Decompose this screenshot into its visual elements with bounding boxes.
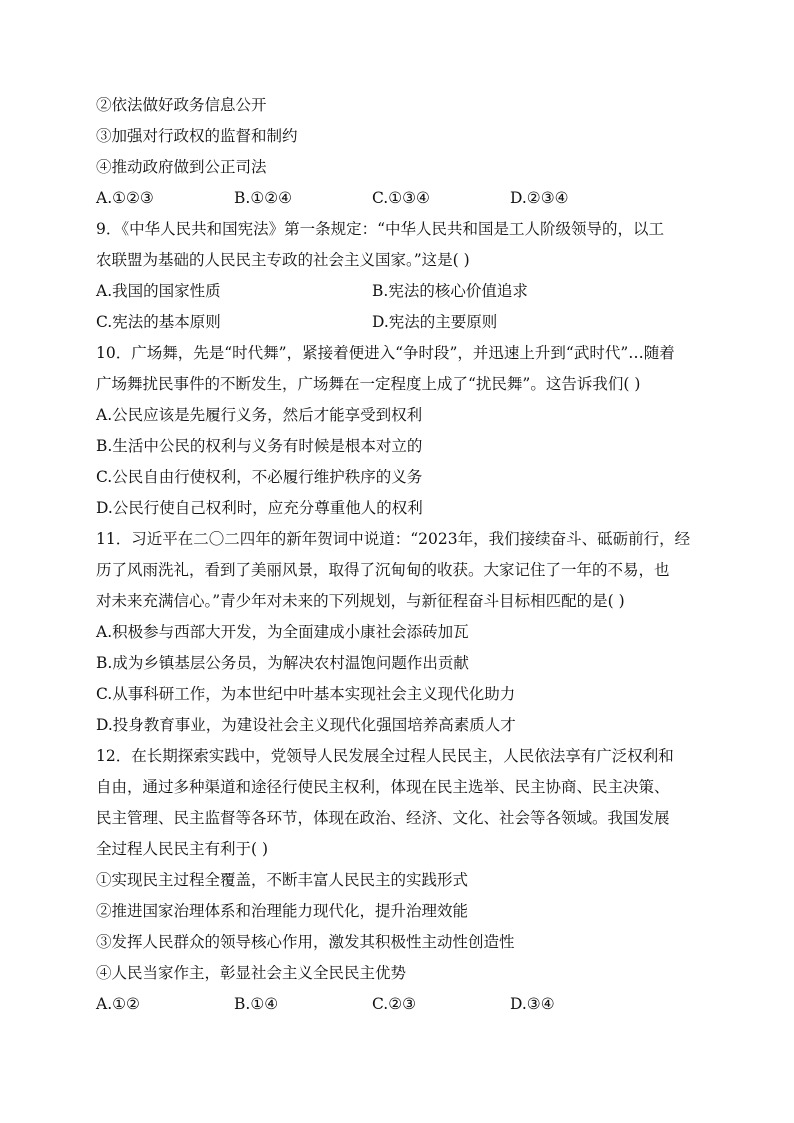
q10-option-d: D.公民行使自己权利时，应充分尊重他人的权利 xyxy=(96,499,423,517)
q10-option-c: C.公民自由行使权利，不必履行维护秩序的义务 xyxy=(96,468,423,486)
q8-item-3: ③加强对行政权的监督和制约 xyxy=(96,127,298,145)
q8-option-a: A.①②③ xyxy=(96,189,154,207)
q11-option-b: B.成为乡镇基层公务员，为解决农村温饱问题作出贡献 xyxy=(96,654,469,672)
q9-option-c: C.宪法的基本原则 xyxy=(96,313,221,331)
q8-item-4: ④推动政府做到公正司法 xyxy=(96,158,267,176)
q10-stem-line-2: 广场舞扰民事件的不断发生，广场舞在一定程度上成了“扰民舞”。这告诉我们( ) xyxy=(96,375,641,393)
q9-stem-line-1: 9．《中华人民共和国宪法》第一条规定：“中华人民共和国是工人阶级领导的，以工 xyxy=(96,220,665,238)
q12-option-a: A.①② xyxy=(96,995,140,1013)
q12-stem-line-4: 全过程人民民主有利于( ) xyxy=(96,840,269,858)
q12-item-2: ②推进国家治理体系和治理能力现代化，提升治理效能 xyxy=(96,902,469,920)
q12-item-3: ③发挥人民群众的领导核心作用，激发其积极性主动性创造性 xyxy=(96,933,515,951)
q8-option-d: D.②③④ xyxy=(510,189,569,207)
q8-option-c: C.①③④ xyxy=(372,189,430,207)
q12-stem-line-3: 民主管理、民主监督等各环节，体现在政治、经济、文化、社会等各领域。我国发展 xyxy=(96,809,670,827)
q11-option-c: C.从事科研工作，为本世纪中叶基本实现社会主义现代化助力 xyxy=(96,685,516,703)
q8-item-2: ②依法做好政务信息公开 xyxy=(96,96,267,114)
q12-stem-line-1: 12．在长期探索实践中，党领导人民发展全过程人民民主，人民依法享有广泛权利和 xyxy=(96,747,674,765)
q9-option-d: D.宪法的主要原则 xyxy=(372,313,498,331)
q10-option-b: B.生活中公民的权利与义务有时候是根本对立的 xyxy=(96,437,423,455)
q9-option-b: B.宪法的核心价值追求 xyxy=(372,282,528,300)
q12-option-d: D.③④ xyxy=(510,995,555,1013)
q12-stem-line-2: 自由，通过多种渠道和途径行使民主权利，体现在民主选举、民主协商、民主决策、 xyxy=(96,778,670,796)
q9-option-a: A.我国的国家性质 xyxy=(96,282,221,300)
q11-option-a: A.积极参与西部大开发，为全面建成小康社会添砖加瓦 xyxy=(96,623,469,641)
q12-option-c: C.②③ xyxy=(372,995,417,1013)
q9-options-row-2 xyxy=(96,307,706,338)
q9-stem-line-2: 农联盟为基础的人民民主专政的社会主义国家。”这是( ) xyxy=(96,251,470,269)
q9-options-row-1 xyxy=(96,276,706,307)
q12-item-4: ④人民当家作主，彰显社会主义全民民主优势 xyxy=(96,964,407,982)
q8-option-b: B.①②④ xyxy=(234,189,293,207)
q11-stem-line-3: 对未来充满信心。”青少年对未来的下列规划，与新征程奋斗目标相匹配的是( ) xyxy=(96,592,625,610)
q11-stem-line-1: 11．习近平在二〇二四年的新年贺词中说道：“2023年，我们接续奋斗、砥砺前行，经 xyxy=(96,530,691,548)
q11-stem-line-2: 历了风雨洗礼，看到了美丽风景，取得了沉甸甸的收获。大家记住了一年的不易，也 xyxy=(96,561,670,579)
q12-option-b: B.①④ xyxy=(234,995,279,1013)
q10-stem-line-1: 10．广场舞，先是“时代舞”，紧接着便进入“争时段”，并迅速上升到“武时代”…随着 xyxy=(96,344,675,362)
q12-item-1: ①实现民主过程全覆盖，不断丰富人民民主的实践形式 xyxy=(96,871,469,889)
q10-option-a: A.公民应该是先履行义务，然后才能享受到权利 xyxy=(96,406,423,424)
q12-options xyxy=(96,989,706,1020)
q8-options xyxy=(96,183,706,214)
exam-page xyxy=(96,90,706,1020)
q11-option-d: D.投身教育事业，为建设社会主义现代化强国培养高素质人才 xyxy=(96,716,516,734)
